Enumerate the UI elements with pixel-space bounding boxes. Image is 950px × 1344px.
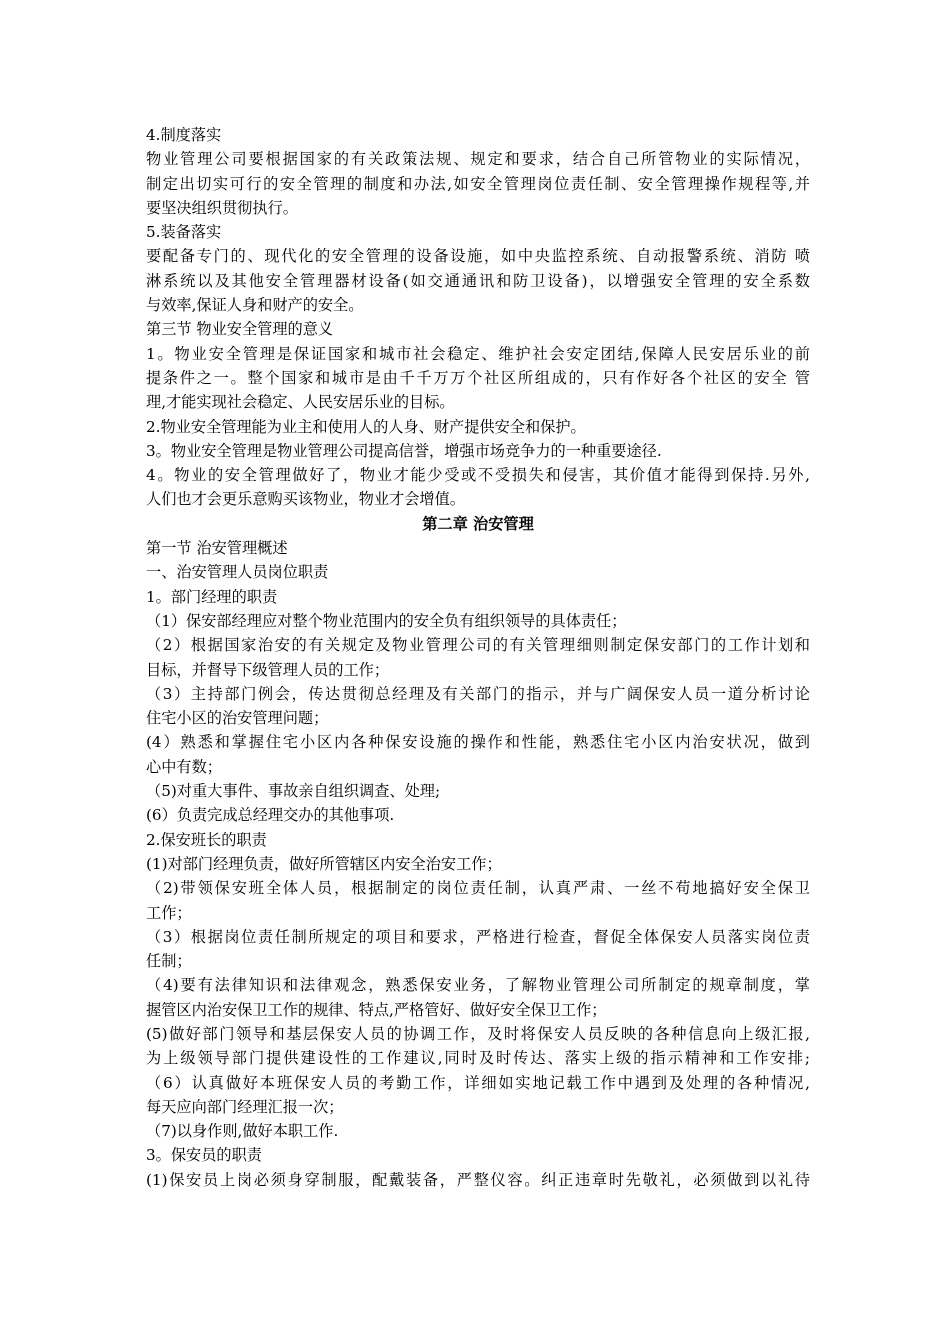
- text-line: 4。物业的安全管理做好了，物业才能少受或不受损失和侵害，其价值才能得到保持.另外,: [146, 466, 810, 485]
- text-line: (4）熟悉和掌握住宅小区内各种保安设施的操作和性能，熟悉住宅小区内治安状况，做到: [146, 733, 810, 752]
- text-line: （5)对重大事件、事故亲自组织调查、处理;: [146, 782, 441, 801]
- text-line: (1)保安员上岗必须身穿制服，配戴装备，严整仪容。纠正违章时先敬礼，必须做到以礼待: [146, 1170, 810, 1189]
- text-line: 提条件之一。整个国家和城市是由千千万万个社区所组成的，只有作好各个社区的安全 管: [146, 368, 810, 387]
- text-line: 3。保安员的职责: [146, 1146, 262, 1165]
- text-line: 5.装备落实: [146, 223, 222, 242]
- text-line: 人们也才会更乐意购买该物业，物业才会增值。: [146, 490, 465, 509]
- chapter-heading: 第二章 治安管理: [422, 514, 534, 533]
- text-line: 3。物业安全管理是物业管理公司提高信誉，增强市场竞争力的一种重要途径.: [146, 441, 662, 460]
- text-line: （3）主持部门例会，传达贯彻总经理及有关部门的指示，并与广阔保安人员一道分析讨论: [146, 684, 810, 703]
- text-line: 任制；: [146, 952, 192, 971]
- text-line: (1)对部门经理负责，做好所管辖区内安全治安工作；: [146, 854, 502, 873]
- text-line: 理,才能实现社会稳定、人民安居乐业的目标。: [146, 393, 455, 412]
- text-line: 第三节 物业安全管理的意义: [146, 320, 334, 339]
- text-line: 2.物业安全管理能为业主和使用人的人身、财产提供安全和保护。: [146, 417, 586, 436]
- text-line: 制定出切实可行的安全管理的制度和办法,如安全管理岗位责任制、安全管理操作规程等,并: [146, 174, 810, 193]
- document-page: [146, 123, 810, 1192]
- text-line: 工作；: [146, 903, 192, 922]
- text-line: 心中有数；: [146, 757, 222, 776]
- text-line: (6）负责完成总经理交办的其他事项.: [146, 806, 395, 825]
- text-line: 与效率,保证人身和财产的安全。: [146, 296, 364, 315]
- text-line: （1）保安部经理应对整个物业范围内的安全负有组织领导的具体责任；: [146, 611, 627, 630]
- text-line: 每天应向部门经理汇报一次；: [146, 1097, 344, 1116]
- text-line: 要配备专门的、现代化的安全管理的设备设施，如中央监控系统、自动报警系统、消防 喷: [146, 247, 810, 266]
- text-line: 为上级领导部门提供建设性的工作建议,同时及时传达、落实上级的指示精神和工作安排;: [146, 1049, 810, 1068]
- text-line: 第一节 治安管理概述: [146, 539, 288, 558]
- text-line: 4.制度落实: [146, 126, 222, 144]
- text-line: 淋系统以及其他安全管理器材设备(如交通通讯和防卫设备)，以增强安全管理的安全系数: [146, 271, 810, 290]
- text-line: （2)带领保安班全体人员，根据制定的岗位责任制，认真严肃、一丝不苟地搞好安全保卫: [146, 879, 810, 898]
- text-line: 物业管理公司要根据国家的有关政策法规、规定和要求，结合自己所管物业的实际情况，: [146, 150, 810, 169]
- text-line: 要坚决组织贯彻执行。: [146, 198, 298, 217]
- text-line: （3）根据岗位责任制所规定的项目和要求，严格进行检查，督促全体保安人员落实岗位责: [146, 927, 810, 946]
- text-line: 目标，并督导下级管理人员的工作；: [146, 660, 389, 679]
- text-line: （4)要有法律知识和法律观念，熟悉保安业务，了解物业管理公司所制定的规章制度，掌: [146, 976, 810, 995]
- text-line: (5)做好部门领导和基层保安人员的协调工作，及时将保安人员反映的各种信息向上级汇报,: [146, 1024, 810, 1043]
- text-line: 住宅小区的治安管理问题；: [146, 709, 329, 728]
- text-line: 2.保安班长的职责: [146, 830, 267, 849]
- text-line: 一、治安管理人员岗位职责: [146, 563, 329, 582]
- text-line: 1。物业安全管理是保证国家和城市社会稳定、维护社会安定团结,保障人民安居乐业的前: [146, 344, 810, 363]
- text-line: 1。部门经理的职责: [146, 587, 278, 606]
- text-line: （7)以身作则,做好本职工作.: [146, 1122, 339, 1141]
- text-line: 握管区内治安保卫工作的规律、特点,严格管好、做好安全保卫工作；: [146, 1000, 607, 1019]
- text-line: （6）认真做好本班保安人员的考勤工作，详细如实地记载工作中遇到及处理的各种情况,: [146, 1073, 810, 1092]
- text-line: （2）根据国家治安的有关规定及物业管理公司的有关管理细则制定保安部门的工作计划和: [146, 636, 810, 655]
